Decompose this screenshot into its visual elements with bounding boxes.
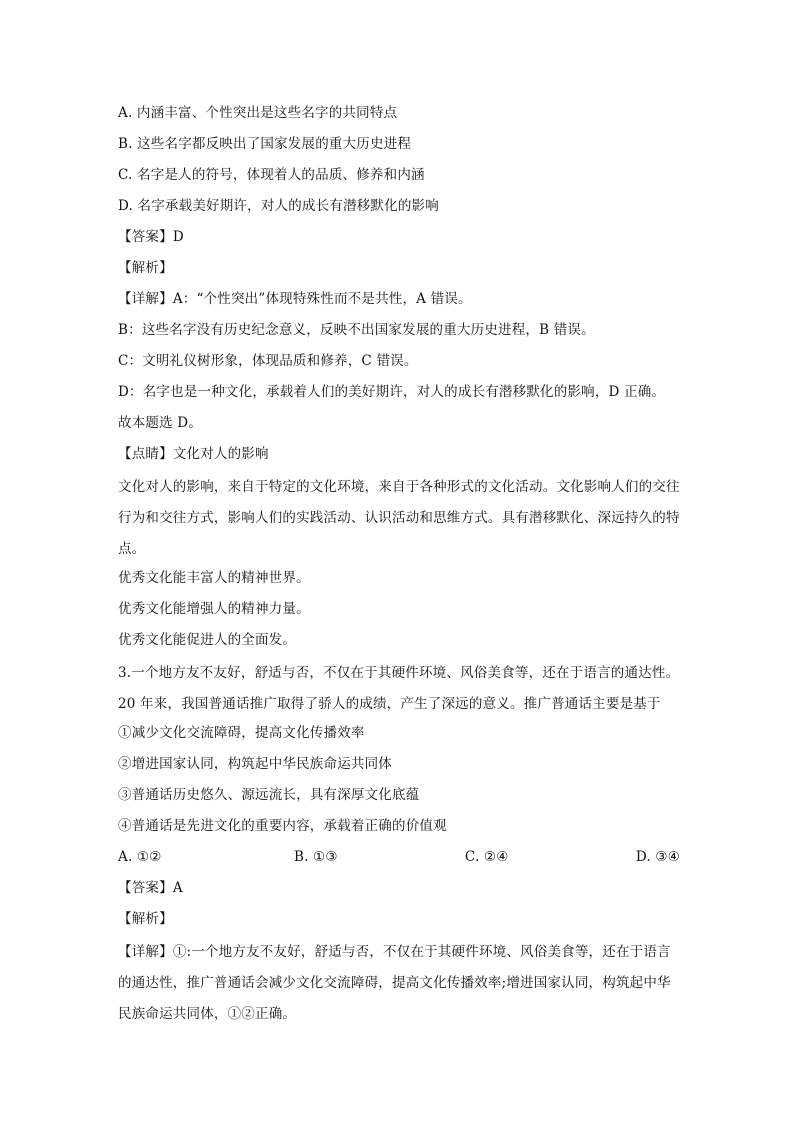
q3-analysis-tag: 【解析】 <box>118 911 173 927</box>
q2-detail-line-5: 故本题选 D。 <box>118 415 203 431</box>
q2-option-a: A. 内涵丰富、个性突出是这些名字的共同特点 <box>118 105 398 121</box>
q2-detail-line-3: C：文明礼仪树形象，体现品质和修养，C 错误。 <box>118 353 418 369</box>
q2-option-c: C. 名字是人的符号，体现着人的品质、修养和内涵 <box>118 167 425 183</box>
q3-statement-2: ②增进国家认同，构筑起中华民族命运共同体 <box>118 756 392 772</box>
q2-analysis-tag: 【解析】 <box>118 260 173 276</box>
q3-statement-4: ④普通话是先进文化的重要内容，承载着正确的价值观 <box>118 818 447 834</box>
detail-text: ①:一个地方友不友好，舒适与否，不仅在于其硬件环境、风俗美食等，还在于语言的通达性，推广普通话会减少文化交流障碍，提高文化传播效率;增进国家认同，构筑起中华民族命运共同体，①②正确。 <box>118 944 671 1022</box>
answer-tag: 【答案】 <box>118 880 173 896</box>
q2-detail-line-1 <box>118 286 680 317</box>
detail-tag: 【详解】 <box>118 944 173 960</box>
q2-detail-line-2: B：这些名字没有历史纪念意义，反映不出国家发展的重大历史进程，B 错误。 <box>118 322 595 338</box>
q2-point-paragraph: 文化对人的影响，来自于特定的文化环境，来自于各种形式的文化活动。文化影响人们的交往行为和交往方式，影响人们的实践活动、认识活动和思维方式。具有潜移默化、深远持久的特点。 <box>118 479 680 557</box>
q2-option-d: D. 名字承载美好期许，对人的成长有潜移默化的影响 <box>118 198 439 214</box>
q2-point-heading <box>118 441 680 472</box>
q3-choices <box>118 844 680 875</box>
q2-point-line-1: 优秀文化能丰富人的精神世界。 <box>118 570 310 586</box>
point-tag: 【点睛】 <box>118 446 173 462</box>
q2-point-line-2: 优秀文化能增强人的精神力量。 <box>118 601 310 617</box>
document-page <box>118 100 680 1030</box>
answer-tag: 【答案】 <box>118 229 173 245</box>
q2-detail-line-4: D：名字也是一种文化，承载着人们的美好期许，对人的成长有潜移默化的影响，D 正确。 <box>118 384 666 400</box>
q3-choice-d: D. ③④ <box>635 849 680 865</box>
q3-detail-paragraph <box>118 937 680 1030</box>
q3-stem: 3.一个地方友不友好，舒适与否，不仅在于其硬件环境、风俗美食等，还在于语言的通达性。20 年来，我国普通话推广取得了骄人的成绩，产生了深远的意义。推广普通话主要是基于 <box>118 665 680 712</box>
q2-point-line-3: 优秀文化能促进人的全面发。 <box>118 632 297 648</box>
detail-tag: 【详解】 <box>118 291 173 307</box>
q2-answer-line <box>118 224 680 255</box>
answer-value: A <box>172 880 183 896</box>
point-title: 文化对人的影响 <box>172 446 269 462</box>
q3-statement-1: ①减少文化交流障碍，提高文化传播效率 <box>118 725 365 741</box>
q3-choice-a: A. ①② <box>118 849 162 865</box>
detail-text: A：“个性突出”体现特殊性而不是共性，A 错误。 <box>172 291 472 307</box>
q3-choice-c: C. ②④ <box>464 849 509 865</box>
q3-choice-b: B. ①③ <box>293 849 338 865</box>
answer-value: D <box>172 229 184 245</box>
q3-answer-line <box>118 875 680 906</box>
q3-statement-3: ③普通话历史悠久、源远流长，具有深厚文化底蕴 <box>118 787 420 803</box>
q2-option-b: B. 这些名字都反映出了国家发展的重大历史进程 <box>118 136 412 152</box>
